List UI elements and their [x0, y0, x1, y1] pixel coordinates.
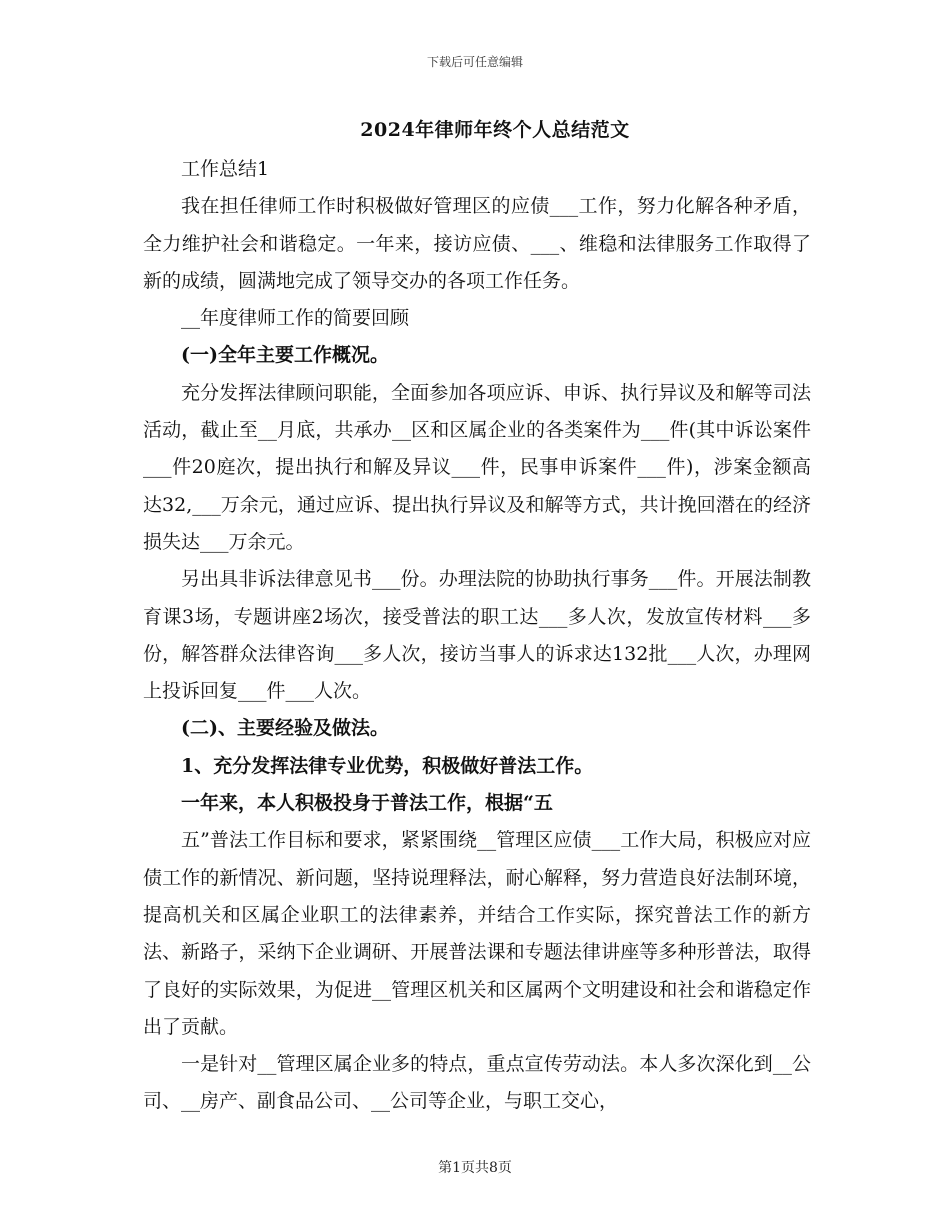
body-paragraph: 充分发挥法律顾问职能，全面参加各项应诉、申诉、执行异议及和解等司法活动，截止至__月底，共承办__区和区属企业的各类案件为___件(其中诉讼案件___件20庭次，提出执行和解及异议___件，民事申诉案件___件)，涉案金额高达32,___万余元，通过应诉、提出执行异议及和解等方式，共计挽回潜在的经济损失达___万余元。	[143, 381, 811, 553]
page-footer: 第1页共8页	[438, 1160, 512, 1176]
document-body	[143, 151, 811, 1121]
header-note: 下载后可任意编辑	[426, 55, 523, 69]
document-title: 2024年律师年终个人总结范文	[360, 119, 630, 141]
body-paragraph: 五”普法工作目标和要求，紧紧围绕__管理区应债___工作大局，积极应对应债工作的新情况、新问题，坚持说理释法，耐心解释，努力营造良好法制环境，提高机关和区属企业职工的法律素养，并结合工作实际，探究普法工作的新方法、新路子，采纳下企业调研、开展普法课和专题法律讲座等多种形普法，取得了良好的实际效果，为促进__管理区机关和区属两个文明建设和社会和谐稳定作出了贡献。	[143, 829, 811, 1038]
section-heading: (一)全年主要工作概况。	[181, 344, 389, 367]
body-paragraph: 另出具非诉法律意见书___份。办理法院的协助执行事务___件。开展法制教育课3场，专题讲座2场次，接受普法的职工达___多人次，发放宣传材料___多份，解答群众法律咨询___多人次，接访当事人的诉求达132批___人次，办理网上投诉回复___件___人次。	[143, 568, 811, 703]
subsection-heading: 一年来，本人积极投身于普法工作，根据“五	[181, 792, 553, 815]
section-label: 工作总结1	[181, 158, 270, 180]
section-heading: (二)、主要经验及做法。	[181, 717, 389, 740]
body-paragraph: 一是针对__管理区属企业多的特点，重点宣传劳动法。本人多次深化到__公司、__房产、副食品公司、__公司等企业，与职工交心，	[143, 1053, 811, 1113]
subsection-heading: 1、充分发挥法律专业优势，积极做好普法工作。	[181, 754, 594, 777]
body-paragraph: 我在担任律师工作时积极做好管理区的应债___工作，努力化解各种矛盾，全力维护社会和谐稳定。一年来，接访应债、___、维稳和法律服务工作取得了新的成绩，圆满地完成了领导交办的各项工作任务。	[143, 195, 811, 292]
subheading: __年度律师工作的简要回顾	[181, 307, 410, 330]
